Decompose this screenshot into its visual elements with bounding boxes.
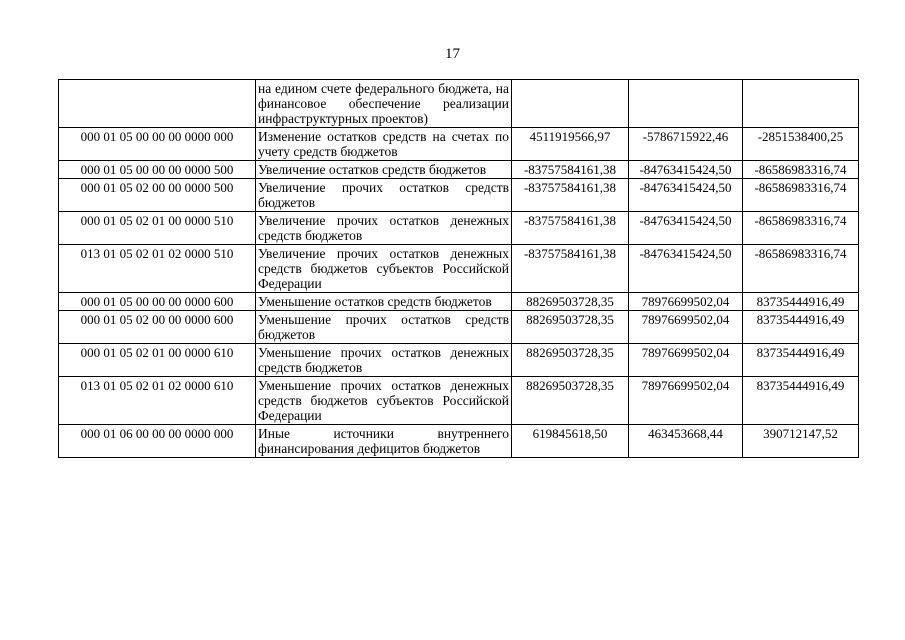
amount-year1-cell: 88269503728,35 — [512, 344, 629, 377]
description-cell: Уменьшение прочих остатков средств бюджетов — [256, 311, 512, 344]
amount-year2-cell — [629, 80, 743, 128]
table-row — [59, 311, 859, 344]
table-row — [59, 377, 859, 425]
amount-year3-cell: 83735444916,49 — [743, 377, 859, 425]
amount-year3-cell: 83735444916,49 — [743, 293, 859, 311]
table-row — [59, 80, 859, 128]
description-cell: Увеличение остатков средств бюджетов — [256, 161, 512, 179]
budget-sources-table — [58, 79, 859, 458]
amount-year3-cell: -86586983316,74 — [743, 161, 859, 179]
amount-year3-cell: -86586983316,74 — [743, 245, 859, 293]
description-cell: на едином счете федерального бюджета, на финансовое обеспечение реализации инфраструктурных проектов) — [256, 80, 512, 128]
amount-year2-cell: -84763415424,50 — [629, 179, 743, 212]
budget-code-cell: 013 01 05 02 01 02 0000 610 — [59, 377, 256, 425]
table-row — [59, 425, 859, 458]
table-row — [59, 128, 859, 161]
amount-year3-cell: -86586983316,74 — [743, 212, 859, 245]
description-cell: Увеличение прочих остатков денежных средств бюджетов — [256, 212, 512, 245]
amount-year2-cell: 463453668,44 — [629, 425, 743, 458]
amount-year3-cell: -2851538400,25 — [743, 128, 859, 161]
table-row — [59, 161, 859, 179]
description-cell: Увеличение прочих остатков средств бюджетов — [256, 179, 512, 212]
amount-year3-cell: 83735444916,49 — [743, 311, 859, 344]
budget-code-cell: 000 01 05 02 00 00 0000 600 — [59, 311, 256, 344]
amount-year3-cell: -86586983316,74 — [743, 179, 859, 212]
amount-year3-cell — [743, 80, 859, 128]
table-row — [59, 293, 859, 311]
amount-year2-cell: 78976699502,04 — [629, 377, 743, 425]
budget-code-cell: 000 01 05 00 00 00 0000 500 — [59, 161, 256, 179]
description-cell: Уменьшение прочих остатков денежных средств бюджетов субъектов Российской Федерации — [256, 377, 512, 425]
budget-code-cell: 013 01 05 02 01 02 0000 510 — [59, 245, 256, 293]
table-row — [59, 245, 859, 293]
amount-year2-cell: -84763415424,50 — [629, 212, 743, 245]
amount-year1-cell: 88269503728,35 — [512, 293, 629, 311]
amount-year1-cell — [512, 80, 629, 128]
amount-year2-cell: -84763415424,50 — [629, 161, 743, 179]
amount-year3-cell: 390712147,52 — [743, 425, 859, 458]
budget-code-cell: 000 01 05 00 00 00 0000 000 — [59, 128, 256, 161]
table-row — [59, 179, 859, 212]
amount-year1-cell: 4511919566,97 — [512, 128, 629, 161]
amount-year2-cell: -84763415424,50 — [629, 245, 743, 293]
description-cell: Иные источники внутреннего финансирования дефицитов бюджетов — [256, 425, 512, 458]
amount-year1-cell: -83757584161,38 — [512, 212, 629, 245]
amount-year1-cell: 88269503728,35 — [512, 377, 629, 425]
description-cell: Уменьшение прочих остатков денежных средств бюджетов — [256, 344, 512, 377]
amount-year3-cell: 83735444916,49 — [743, 344, 859, 377]
budget-code-cell: 000 01 06 00 00 00 0000 000 — [59, 425, 256, 458]
budget-code-cell: 000 01 05 02 00 00 0000 500 — [59, 179, 256, 212]
table-row — [59, 344, 859, 377]
amount-year1-cell: 619845618,50 — [512, 425, 629, 458]
amount-year1-cell: -83757584161,38 — [512, 179, 629, 212]
description-cell: Изменение остатков средств на счетах по учету средств бюджетов — [256, 128, 512, 161]
description-cell: Увеличение прочих остатков денежных средств бюджетов субъектов Российской Федерации — [256, 245, 512, 293]
amount-year1-cell: -83757584161,38 — [512, 161, 629, 179]
amount-year1-cell: -83757584161,38 — [512, 245, 629, 293]
description-cell: Уменьшение остатков средств бюджетов — [256, 293, 512, 311]
amount-year2-cell: 78976699502,04 — [629, 344, 743, 377]
amount-year2-cell: 78976699502,04 — [629, 311, 743, 344]
page-number: 17 — [445, 46, 460, 62]
amount-year2-cell: -5786715922,46 — [629, 128, 743, 161]
budget-code-cell — [59, 80, 256, 128]
budget-code-cell: 000 01 05 00 00 00 0000 600 — [59, 293, 256, 311]
budget-code-cell: 000 01 05 02 01 00 0000 610 — [59, 344, 256, 377]
budget-code-cell: 000 01 05 02 01 00 0000 510 — [59, 212, 256, 245]
table-row — [59, 212, 859, 245]
amount-year2-cell: 78976699502,04 — [629, 293, 743, 311]
amount-year1-cell: 88269503728,35 — [512, 311, 629, 344]
